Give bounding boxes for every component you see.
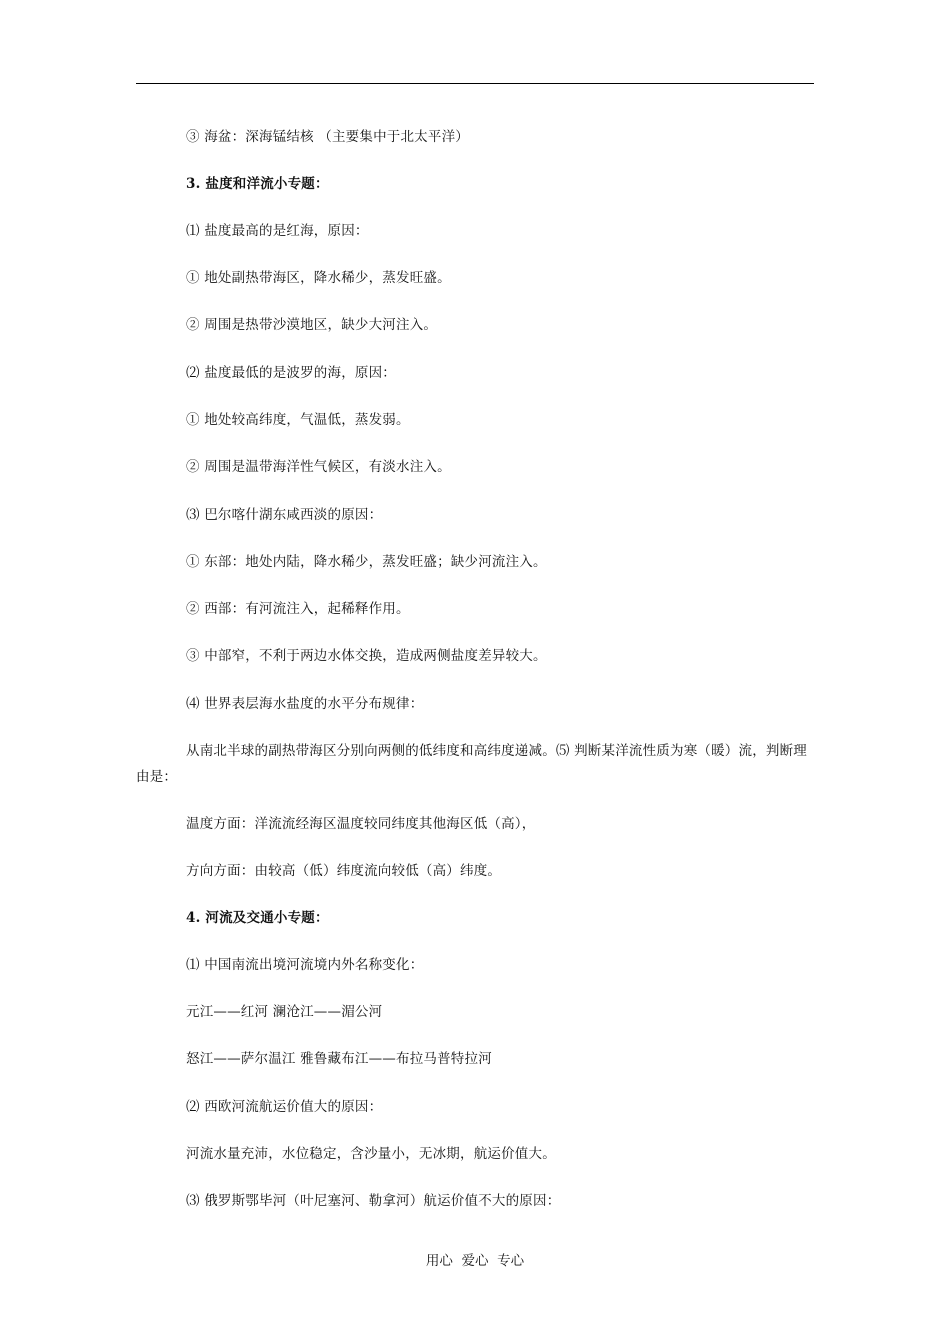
text-line: ⑶ 巴尔喀什湖东咸西淡的原因： (186, 507, 383, 523)
text-line: ③ 海盆：深海锰结核 （主要集中于北太平洋） (186, 129, 469, 145)
text-line: ② 周围是温带海洋性气候区，有淡水注入。 (186, 459, 451, 475)
header-rule (136, 83, 814, 84)
text-line: ⑵ 盐度最低的是波罗的海，原因： (186, 365, 396, 381)
text-line: ⑴ 中国南流出境河流境内外名称变化： (186, 957, 424, 973)
text-line: 元江——红河 澜沧江——湄公河 (186, 1004, 383, 1020)
text-line: ① 东部：地处内陆，降水稀少，蒸发旺盛；缺少河流注入。 (186, 554, 547, 570)
text-line: 温度方面：洋流流经海区温度较同纬度其他海区低（高）， (186, 816, 536, 832)
text-line: ① 地处副热带海区，降水稀少，蒸发旺盛。 (186, 270, 451, 286)
text-line: ⑵ 西欧河流航运价值大的原因： (186, 1099, 383, 1115)
paragraph: 从南北半球的副热带海区分别向两侧的低纬度和高纬度递减。⑸ 判断某洋流性质为寒（暖）流，判断理由是： (136, 743, 807, 785)
text-line: ⑷ 世界表层海水盐度的水平分布规律： (186, 696, 424, 712)
text-line: 方向方面：由较高（低）纬度流向较低（高）纬度。 (186, 863, 502, 879)
text-line: ② 周围是热带沙漠地区，缺少大河注入。 (186, 317, 438, 333)
text-line: 怒江——萨尔温江 雅鲁藏布江——布拉马普特拉河 (186, 1051, 492, 1067)
section-heading: 3. 盐度和洋流小专题： (186, 176, 329, 192)
page-footer: 用心 爱心 专心 (425, 1253, 525, 1269)
text-line: ③ 中部窄，不利于两边水体交换，造成两侧盐度差异较大。 (186, 648, 547, 664)
text-line: ② 西部：有河流注入，起稀释作用。 (186, 601, 410, 617)
text-line: ① 地处较高纬度，气温低，蒸发弱。 (186, 412, 410, 428)
text-line: ⑶ 俄罗斯鄂毕河（叶尼塞河、勒拿河）航运价值不大的原因： (186, 1193, 561, 1209)
text-line: ⑴ 盐度最高的是红海，原因： (186, 223, 369, 239)
text-line: 河流水量充沛，水位稳定，含沙量小，无冰期，航运价值大。 (186, 1146, 556, 1162)
section-heading: 4. 河流及交通小专题： (186, 910, 329, 926)
